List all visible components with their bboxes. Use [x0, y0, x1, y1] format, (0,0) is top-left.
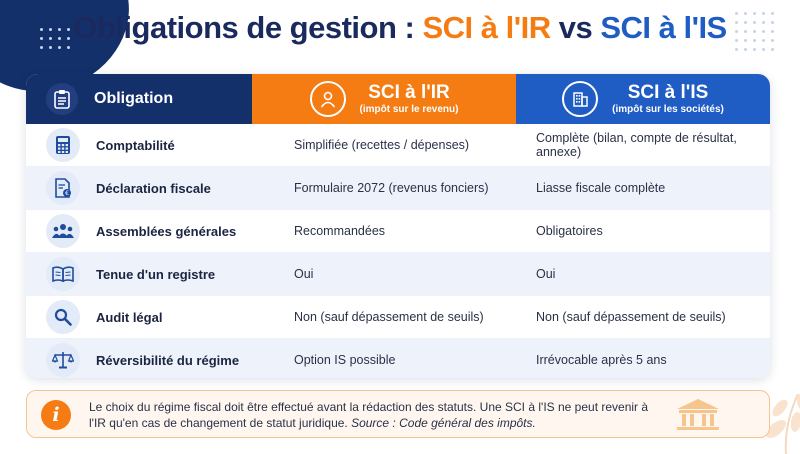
people-group-icon [46, 214, 80, 248]
ir-value-cell: Oui [294, 267, 314, 281]
obligation-cell [26, 296, 252, 338]
ir-value-cell: Simplifiée (recettes / dépenses) [294, 138, 470, 152]
obligation-label: Tenue d'un registre [96, 266, 216, 282]
magnifier-icon [46, 300, 80, 334]
clipboard-list-icon [46, 83, 78, 115]
tax-document-icon [46, 171, 80, 205]
building-icon [562, 81, 598, 117]
obligation-label: Assemblées générales [96, 223, 237, 239]
is-value-cell: Obligatoires [536, 224, 603, 238]
table-row [26, 167, 770, 210]
title-vs: vs [550, 10, 601, 45]
title-sci-ir: SCI à l'IR [422, 10, 551, 45]
svg-text:€: € [65, 190, 69, 198]
bank-building-icon [667, 397, 729, 433]
note-body: Le choix du régime fiscal doit être effectué avant la rédaction des statuts. Une SCI à l'IS ne peut revenir à l'IR qu'en cas de changement de statut juridique. [89, 400, 649, 430]
title-sci-is: SCI à l'IS [600, 10, 727, 45]
person-icon [310, 81, 346, 117]
header-sci-is [516, 74, 770, 124]
title-main: Obligations de gestion : [73, 10, 423, 45]
note-text [89, 399, 659, 431]
header-is-title: SCI à l'IS [627, 82, 709, 104]
note-source: Source : Code général des impôts. [351, 416, 536, 430]
ir-value-cell: Formulaire 2072 (revenus fonciers) [294, 181, 489, 195]
ir-value-cell: Non (sauf dépassement de seuils) [294, 310, 484, 324]
obligation-cell [26, 339, 252, 378]
obligation-cell [26, 210, 252, 252]
info-note [26, 390, 770, 438]
obligation-cell [26, 167, 252, 209]
table-row [26, 296, 770, 339]
is-value-cell: Irrévocable après 5 ans [536, 353, 667, 367]
obligation-label: Déclaration fiscale [96, 180, 211, 196]
obligation-label: Réversibilité du régime [96, 352, 240, 368]
info-icon: i [41, 400, 71, 430]
header-ir-title: SCI à l'IR [368, 82, 450, 104]
header-ir-subtitle: (impôt sur le revenu) [359, 103, 459, 115]
header-obligation-label: Obligation [94, 90, 174, 107]
header-is-subtitle: (impôt sur les sociétés) [612, 103, 724, 115]
obligation-label: Audit légal [96, 309, 163, 325]
table-row [26, 124, 770, 167]
is-value-cell: Oui [536, 267, 556, 281]
table-body [26, 124, 770, 378]
is-value-cell: Non (sauf dépassement de seuils) [536, 310, 726, 324]
is-value-cell: Complète (bilan, compte de résultat, annexe) [536, 131, 737, 159]
scales-icon [46, 343, 80, 377]
table-row [26, 339, 770, 378]
obligation-cell [26, 253, 252, 295]
open-book-icon [46, 257, 80, 291]
table-header [26, 74, 770, 124]
header-sci-ir [252, 74, 516, 124]
table-row [26, 253, 770, 296]
obligation-cell [26, 124, 252, 166]
page-title [0, 10, 800, 46]
ir-value-cell: Recommandées [294, 224, 386, 238]
obligation-label: Comptabilité [96, 137, 175, 153]
calculator-icon [46, 128, 80, 162]
ir-value-cell: Option IS possible [294, 353, 396, 367]
comparison-table [26, 74, 770, 378]
table-row [26, 210, 770, 253]
header-obligation [26, 74, 252, 124]
is-value-cell: Liasse fiscale complète [536, 181, 666, 195]
